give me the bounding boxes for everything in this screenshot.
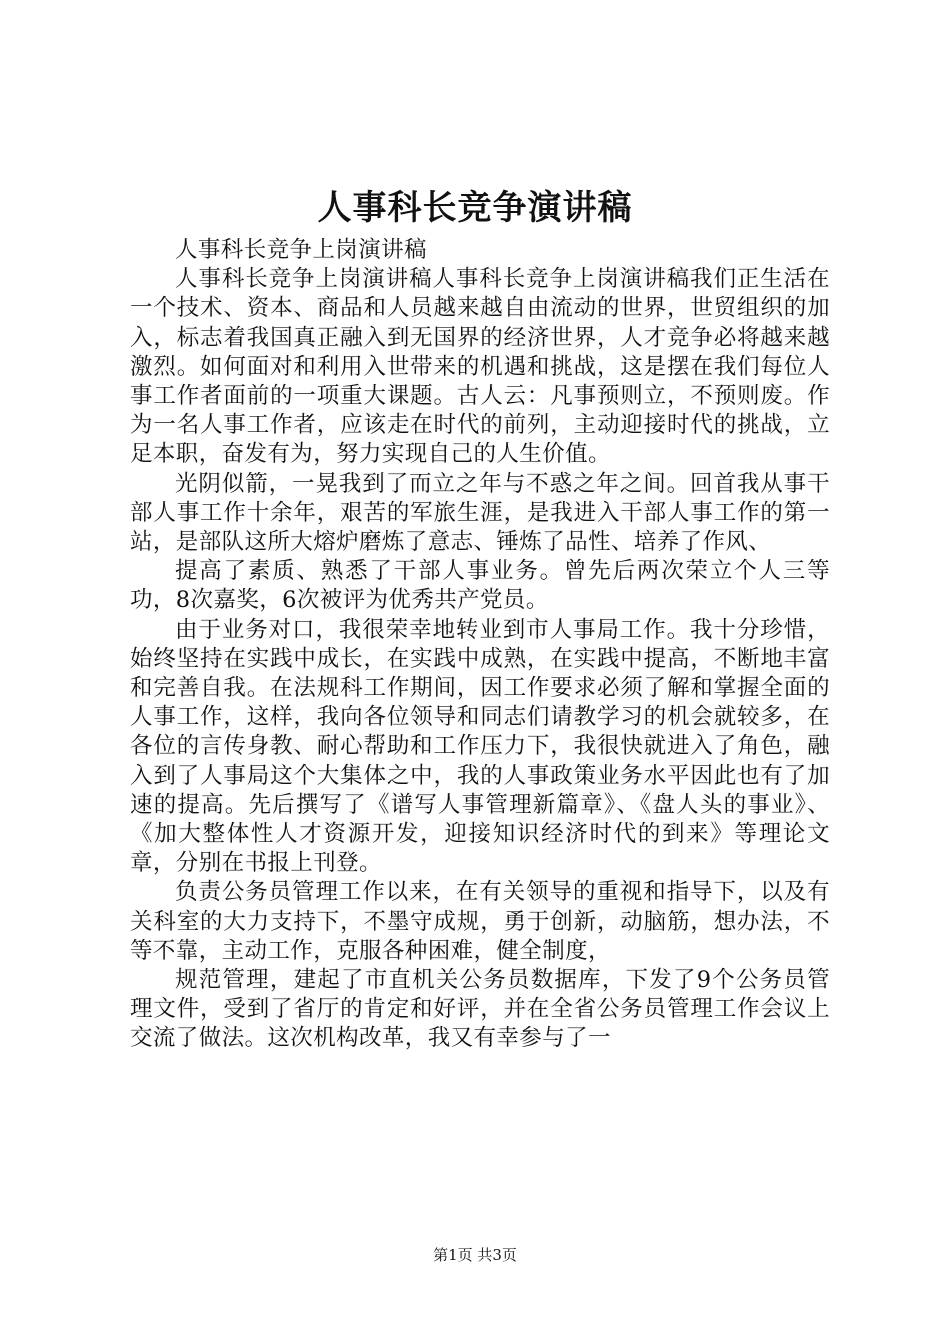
paragraph-transfer: 由于业务对口，我很荣幸地转业到市人事局工作。我十分珍惜，始终坚持在实践中成长，在实践中成熟，在实践中提高，不断地丰富和完善自我。在法规科工作期间，因工作要求必须了解和掌握全面的人事工作，这样，我向各位领导和同志们请教学习的机会就较多，在各位的言传身教、耐心帮助和工作压力下，我很快就进入了角色，融入到了人事局这个大集体之中，我的人事政策业务水平因此也有了加速的提高。先后撰写了《谱写人事管理新篇章》、《盘人头的事业》、《加大整体性人才资源开发，迎接知识经济时代的到来》等理论文章，分别在书报上刊登。 — [130, 616, 830, 877]
paragraph-subtitle: 人事科长竞争上岗演讲稿 — [175, 237, 427, 263]
paragraph-honors: 提高了素质、熟悉了干部人事业务。曾先后两次荣立个人三等功，8次嘉奖，6次被评为优秀共产党员。 — [130, 558, 830, 614]
page-number-footer: 第1页 共3页 — [433, 1246, 517, 1264]
paragraph-military-career: 光阴似箭，一晃我到了而立之年与不惑之年之间。回首我从事干部人事工作十余年，艰苦的军旅生涯，是我进入干部人事工作的第一站，是部队这所大熔炉磨炼了意志、锤炼了品性、培养了作风、 — [130, 470, 830, 556]
document-body — [130, 236, 830, 1054]
document-title: 人事科长竞争演讲稿 — [317, 188, 633, 228]
paragraph-civil-servant-work: 负责公务员管理工作以来，在有关领导的重视和指导下，以及有关科室的大力支持下，不墨守成规，勇于创新，动脑筋，想办法，不等不靠，主动工作，克服各种困难，健全制度， — [130, 879, 830, 964]
paragraph-management: 规范管理，建起了市直机关公务员数据库，下发了9个公务员管理文件，受到了省厅的肯定和好评，并在全省公务员管理工作会议上交流了做法。这次机构改革，我又有幸参与了一 — [130, 967, 830, 1052]
paragraph-intro: 人事科长竞争上岗演讲稿人事科长竞争上岗演讲稿我们正生活在一个技术、资本、商品和人员越来越自由流动的世界，世贸组织的加入，标志着我国真正融入到无国界的经济世界，人才竞争必将越来越激烈。如何面对和利用入世带来的机遇和挑战，这是摆在我们每位人事工作者面前的一项重大课题。古人云：凡事预则立，不预则废。作为一名人事工作者，应该走在时代的前列，主动迎接时代的挑战，立足本职，奋发有为，努力实现自己的人生价值。 — [130, 266, 830, 468]
